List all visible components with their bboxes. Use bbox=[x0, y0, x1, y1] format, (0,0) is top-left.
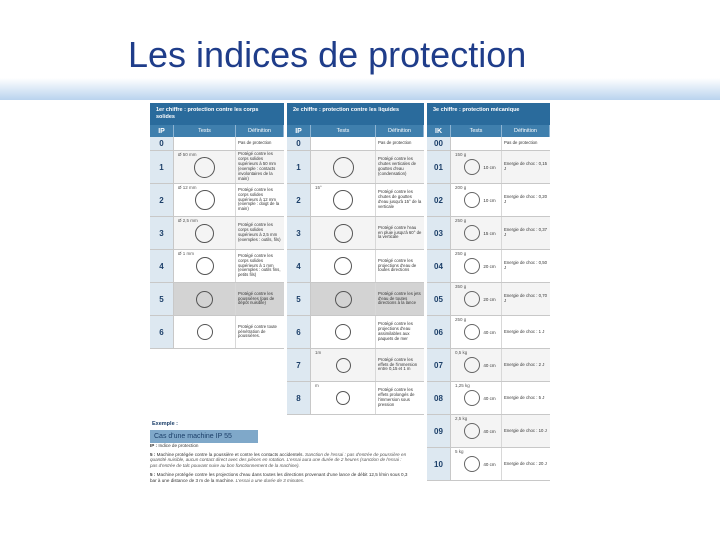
test-diagram-icon bbox=[336, 358, 351, 373]
test-diagram-icon bbox=[333, 157, 354, 178]
tests-header: Tests bbox=[311, 125, 376, 137]
test-cell bbox=[451, 382, 502, 414]
column-liquids bbox=[287, 103, 424, 415]
test-weight: 5 kg bbox=[455, 449, 464, 454]
definition-cell: Energie de choc : 0,20 J bbox=[504, 194, 547, 204]
note-text: Machine protégée contre la poussière et contre les contacts accidentels. bbox=[156, 451, 304, 457]
table-row bbox=[427, 415, 550, 448]
test-height: 40 cm bbox=[483, 362, 496, 368]
test-dimension: Ø 12 mm bbox=[178, 185, 197, 190]
pendulum-icon bbox=[464, 159, 480, 175]
protection-code: 8 bbox=[287, 382, 311, 414]
definition-cell: Energie de choc : 0,37 J bbox=[504, 227, 547, 237]
test-dimension: 15° bbox=[315, 185, 322, 190]
test-cell bbox=[451, 415, 502, 447]
column-mechanical bbox=[427, 103, 550, 481]
definition-cell: Protégé contre les jets d'eau de toutes directions à la lance bbox=[378, 290, 421, 306]
test-diagram-icon bbox=[334, 224, 353, 243]
definition-cell: Protégé contre les corps solides supérieurs à 12 mm (exemple : doigt de la main) bbox=[238, 186, 280, 212]
note-detail: L'essai a une durée de 3 minutes. bbox=[235, 477, 305, 483]
table-row bbox=[427, 349, 550, 382]
test-height: 10 cm bbox=[483, 197, 496, 203]
column-header: 2e chiffre : protection contre les liquides bbox=[287, 103, 424, 125]
pendulum-icon bbox=[464, 225, 480, 241]
test-height: 20 cm bbox=[483, 263, 496, 269]
test-height: 40 cm bbox=[483, 329, 496, 335]
table-row bbox=[287, 316, 424, 349]
slide-title: Les indices de protection bbox=[128, 34, 527, 75]
test-dimension: Ø 2,5 mm bbox=[178, 218, 198, 223]
table-row bbox=[427, 250, 550, 283]
table-row bbox=[427, 283, 550, 316]
table-row bbox=[150, 316, 284, 349]
definition-cell: Energie de choc : 20 J bbox=[504, 460, 547, 466]
test-dimension: 1m bbox=[315, 350, 322, 355]
definition-cell: Energie de choc : 5 J bbox=[504, 394, 545, 400]
test-cell bbox=[311, 184, 376, 216]
definition-cell: Pas de protection bbox=[378, 140, 412, 146]
definition-cell: Protégé contre les chutes de gouttes d'eau jusqu'à 15° de la verticale bbox=[378, 189, 422, 209]
definition-header: Définition bbox=[236, 125, 284, 137]
test-diagram-icon bbox=[196, 257, 214, 275]
test-cell bbox=[451, 217, 502, 249]
example-case: Cas d'une machine IP 55 bbox=[150, 430, 258, 443]
test-diagram-icon bbox=[195, 224, 214, 243]
test-weight: 1,25 kg bbox=[455, 383, 470, 388]
note-item bbox=[150, 443, 410, 449]
test-cell bbox=[174, 137, 236, 150]
pendulum-icon bbox=[464, 192, 480, 208]
test-weight: 2,5 kg bbox=[455, 416, 468, 421]
test-cell bbox=[451, 448, 502, 480]
pendulum-icon bbox=[464, 324, 480, 340]
test-weight: 250 g bbox=[455, 317, 467, 322]
test-cell bbox=[451, 250, 502, 282]
test-cell bbox=[311, 283, 376, 315]
protection-code: 4 bbox=[287, 250, 311, 282]
protection-code: 00 bbox=[427, 137, 451, 150]
protection-code: 07 bbox=[427, 349, 451, 381]
test-weight: 250 g bbox=[455, 251, 467, 256]
protection-code: 7 bbox=[287, 349, 311, 381]
test-weight: 350 g bbox=[455, 284, 467, 289]
test-diagram-icon bbox=[197, 324, 213, 340]
definition-cell: Energie de choc : 0,15 J bbox=[504, 161, 547, 171]
table-row bbox=[427, 448, 550, 481]
test-weight: 250 g bbox=[455, 218, 467, 223]
test-cell bbox=[311, 217, 376, 249]
test-cell bbox=[174, 316, 236, 348]
test-cell bbox=[174, 217, 236, 249]
example-label: Exemple : bbox=[152, 421, 178, 427]
protection-code: 10 bbox=[427, 448, 451, 480]
note-detail: Sanction de l'essai : pas d'entrée de poussière en quantité nuisible, aucun contact direct avec des pièces en rotation. L'essai aura une durée de 2 heures (sanction de l'essai : pas d'entrée de talc pouvant nuire au bon fonctionnement de la machine). bbox=[150, 451, 407, 469]
protection-code: 01 bbox=[427, 151, 451, 183]
definition-cell: Protégé contre les corps solides supérieurs à 1 mm (exemples : outils fins, petits fils) bbox=[238, 252, 281, 278]
note-item bbox=[150, 452, 410, 469]
table-row bbox=[150, 137, 284, 151]
table-row bbox=[287, 151, 424, 184]
column-subheader bbox=[287, 125, 424, 137]
test-cell bbox=[174, 283, 236, 315]
test-diagram-icon bbox=[335, 291, 352, 308]
definition-cell: Protégé contre les poussières (pas de dépôt nuisible) bbox=[238, 290, 275, 306]
protection-code: 3 bbox=[287, 217, 311, 249]
test-cell bbox=[311, 250, 376, 282]
ip-protection-table bbox=[150, 103, 550, 533]
protection-code: 06 bbox=[427, 316, 451, 348]
test-height: 20 cm bbox=[483, 296, 496, 302]
test-dimension: Ø 1 mm bbox=[178, 251, 195, 256]
example-notes bbox=[150, 443, 410, 486]
pendulum-icon bbox=[464, 357, 480, 373]
table-row bbox=[150, 184, 284, 217]
definition-cell: Energie de choc : 2 J bbox=[504, 361, 545, 367]
definition-cell: Protégé contre les effets de l'immersion entre 0,15 et 1 m bbox=[378, 356, 418, 372]
protection-code: 2 bbox=[150, 184, 174, 216]
code-header: IP bbox=[150, 125, 174, 137]
test-cell bbox=[451, 283, 502, 315]
test-cell bbox=[451, 137, 502, 150]
example-box bbox=[150, 419, 284, 446]
table-row bbox=[150, 283, 284, 316]
table-row bbox=[287, 137, 424, 151]
definition-cell: Protégé contre les corps solides supérieurs à 2,5 mm (exemples : outils, fils) bbox=[238, 222, 281, 242]
note-key: 5 : bbox=[150, 451, 156, 457]
table-row bbox=[427, 382, 550, 415]
definition-cell: Pas de protection bbox=[238, 140, 272, 146]
note-item bbox=[150, 472, 410, 483]
definition-header: Définition bbox=[376, 125, 424, 137]
protection-code: 4 bbox=[150, 250, 174, 282]
test-weight: 0,5 kg bbox=[455, 350, 468, 355]
definition-cell: Protégé contre les corps solides supérieurs à 50 mm (exemple : contacts involontaires de la main) bbox=[238, 151, 276, 181]
definition-cell: Energie de choc : 0,70 J bbox=[504, 293, 547, 303]
protection-code: 6 bbox=[287, 316, 311, 348]
definition-cell: Energie de choc : 0,50 J bbox=[504, 260, 547, 270]
note-text: Machine protégée contre les projections d'eau dans toutes les directions provenant d'une lance de débit 12,5 l/min sous 0,3 bar à une distance de 3 m de la machine. bbox=[150, 471, 408, 483]
definition-cell: Protégé contre l'eau en pluie jusqu'à 60° de la verticale bbox=[378, 224, 422, 240]
pendulum-icon bbox=[464, 423, 480, 439]
protection-code: 02 bbox=[427, 184, 451, 216]
code-header: IP bbox=[287, 125, 311, 137]
test-cell bbox=[174, 184, 236, 216]
note-key: 5 : bbox=[150, 471, 156, 477]
test-height: 40 cm bbox=[483, 428, 496, 434]
test-cell bbox=[451, 184, 502, 216]
test-height: 15 cm bbox=[483, 230, 496, 236]
definition-cell: Protégé contre les projections d'eau assimilables aux paquets de mer bbox=[378, 321, 413, 341]
table-row bbox=[150, 217, 284, 250]
test-weight: 150 g bbox=[455, 152, 467, 157]
protection-code: 04 bbox=[427, 250, 451, 282]
test-diagram-icon bbox=[195, 190, 215, 210]
test-diagram-icon bbox=[196, 291, 213, 308]
definition-cell: Protégé contre les chutes verticales de gouttes d'eau (condensation) bbox=[378, 156, 416, 176]
table-row bbox=[150, 250, 284, 283]
test-height: 10 cm bbox=[483, 164, 496, 170]
protection-code: 5 bbox=[150, 283, 174, 315]
test-dimension: Ø 50 mm bbox=[178, 152, 197, 157]
column-header: 3e chiffre : protection mécanique bbox=[427, 103, 550, 125]
code-header: IK bbox=[427, 125, 451, 137]
pendulum-icon bbox=[464, 390, 480, 406]
test-height: 40 cm bbox=[483, 395, 496, 401]
table-row bbox=[427, 217, 550, 250]
column-header: 1er chiffre : protection contre les corps solides bbox=[150, 103, 284, 125]
test-cell bbox=[311, 382, 376, 414]
test-cell bbox=[311, 349, 376, 381]
test-height: 40 cm bbox=[483, 461, 496, 467]
test-cell bbox=[451, 349, 502, 381]
definition-cell: Protégé contre les effets prolongés de l'immersion sous pression bbox=[378, 387, 415, 407]
note-key: IP : bbox=[150, 443, 158, 448]
test-cell bbox=[174, 250, 236, 282]
table-row bbox=[287, 382, 424, 415]
column-subheader bbox=[150, 125, 284, 137]
protection-code: 05 bbox=[427, 283, 451, 315]
tests-header: Tests bbox=[174, 125, 236, 137]
table-row bbox=[287, 217, 424, 250]
definition-cell: Energie de choc : 10 J bbox=[504, 427, 547, 433]
protection-code: 0 bbox=[287, 137, 311, 150]
pendulum-icon bbox=[464, 456, 480, 472]
test-diagram-icon bbox=[333, 190, 353, 210]
definition-cell: Energie de choc : 1 J bbox=[504, 328, 545, 334]
protection-code: 1 bbox=[150, 151, 174, 183]
test-diagram-icon bbox=[334, 257, 352, 275]
table-row bbox=[427, 316, 550, 349]
test-cell bbox=[311, 137, 376, 150]
test-diagram-icon bbox=[336, 391, 350, 405]
test-weight: 200 g bbox=[455, 185, 467, 190]
tests-header: Tests bbox=[451, 125, 502, 137]
pendulum-icon bbox=[464, 291, 480, 307]
table-row bbox=[287, 184, 424, 217]
protection-code: 08 bbox=[427, 382, 451, 414]
column-subheader bbox=[427, 125, 550, 137]
table-row bbox=[287, 250, 424, 283]
pendulum-icon bbox=[464, 258, 480, 274]
test-cell bbox=[451, 151, 502, 183]
test-diagram-icon bbox=[335, 324, 351, 340]
protection-code: 5 bbox=[287, 283, 311, 315]
definition-header: Définition bbox=[502, 125, 550, 137]
protection-code: 1 bbox=[287, 151, 311, 183]
test-cell bbox=[311, 151, 376, 183]
protection-code: 03 bbox=[427, 217, 451, 249]
definition-cell: Protégé contre les projections d'eau de toutes directions bbox=[378, 257, 417, 273]
protection-code: 3 bbox=[150, 217, 174, 249]
test-cell bbox=[174, 151, 236, 183]
title-band bbox=[0, 78, 720, 100]
test-dimension: m bbox=[315, 383, 319, 388]
test-cell bbox=[451, 316, 502, 348]
protection-code: 6 bbox=[150, 316, 174, 348]
protection-code: 0 bbox=[150, 137, 174, 150]
table-row bbox=[427, 184, 550, 217]
definition-cell: Protégé contre toute pénétration de poussières. bbox=[238, 323, 277, 339]
table-row bbox=[287, 349, 424, 382]
table-row bbox=[427, 151, 550, 184]
table-row bbox=[427, 137, 550, 151]
test-diagram-icon bbox=[194, 157, 215, 178]
table-row bbox=[287, 283, 424, 316]
column-solids bbox=[150, 103, 284, 349]
table-row bbox=[150, 151, 284, 184]
test-cell bbox=[311, 316, 376, 348]
definition-cell: Pas de protection bbox=[504, 140, 538, 146]
protection-code: 09 bbox=[427, 415, 451, 447]
note-text: Indice de protection bbox=[158, 443, 199, 448]
protection-code: 2 bbox=[287, 184, 311, 216]
